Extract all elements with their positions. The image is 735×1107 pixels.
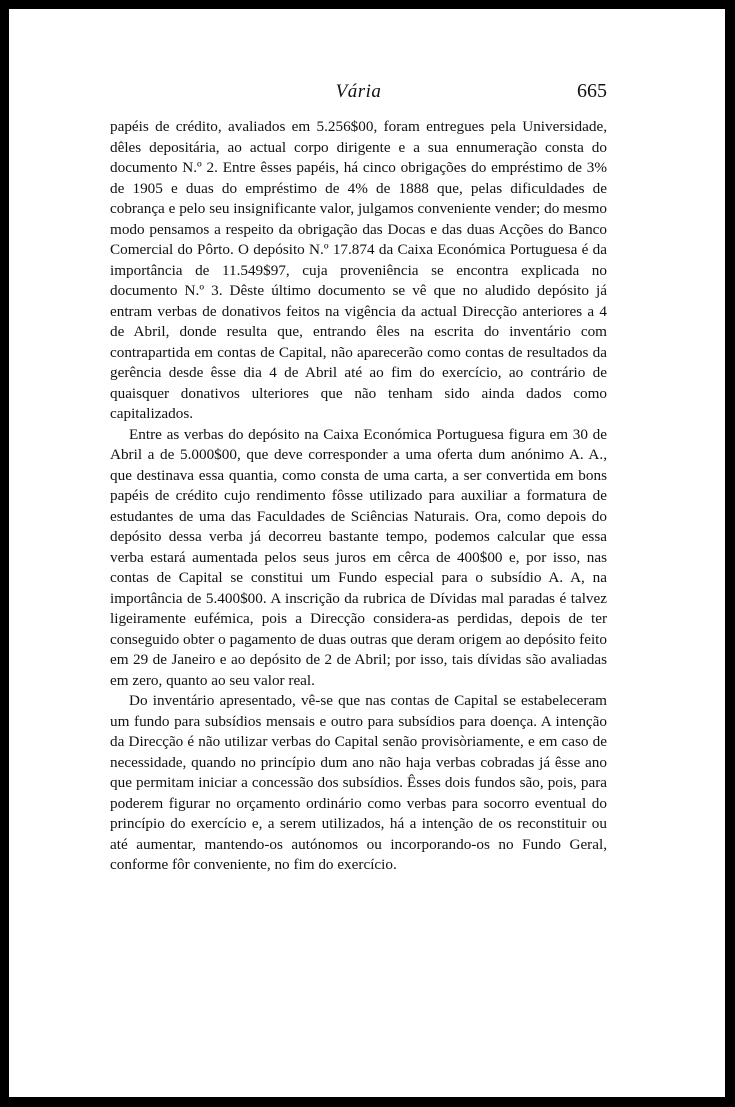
paragraph-2: Entre as verbas do depósito na Caixa Económica Portuguesa figura em 30 de Abril a de 5.000$00, que deve corresponder a uma oferta dum anónimo A. A., que destinava essa quantia, como consta de uma carta, a ser convertida em bons papéis de crédito cujo rendimento fôsse utilizado para auxiliar a formatura de estudantes de uma das Faculdades de Sciências Naturais. Ora, como depois do depósito dessa verba já decorreu bastante tempo, podemos calcular que essa verba estará aumentada pelos seus juros em cêrca de 400$00 e, por isso, nas contas de Capital se constitui um Fundo especial para o subsídio A. A, na importância de 5.400$00. A inscrição da rubrica de Dívidas mal paradas é talvez ligeiramente eufémica, pois a Direcção considera-as perdidas, depois de ter conseguido obter o pagamento de duas outras que deram origem ao depósito feito em 29 de Janeiro e ao depósito de 2 de Abril; por isso, tais dívidas são avaliadas em zero, quanto ao seu valor real. [110,425,607,689]
body-text [110,117,607,876]
book-page [9,9,725,1097]
running-header [110,75,607,109]
section-title: Vária [335,81,382,102]
paragraph-1: papéis de crédito, avaliados em 5.256$00, foram entregues pela Universidade, dêles depositária, ao actual corpo dirigente e a sua ennumeração consta do documento N.º 2. Entre êsses papéis, há cinco obrigações do empréstimo de 3% de 1905 e duas do empréstimo de 4% de 1888 que, pelas dificuldades de cobrança e pelo seu insignificante valor, julgamos conveniente vender; do mesmo modo pensamos a respeito da obrigação das Docas e das duas Acções do Banco Comercial do Pôrto. O depósito N.º 17.874 da Caixa Económica Portuguesa é da importância de 11.549$97, cuja proveniência se encontra explicada no documento N.º 3. Dêste último documento se vê que no aludido depósito já entram verbas de donativos feitos na vigência da actual Direcção anteriores a 4 de Abril, donde resulta que, entrando êles na escrita do inventário com contrapartida em contas de Capital, não aparecerão como contas de resultados da gerência desde êsse dia 4 de Abril até ao fim do exercício, ao contrário de quaisquer donativos ulteriores que não tenham sido ainda dados como capitalizados. [110,118,607,422]
paragraph-3: Do inventário apresentado, vê-se que nas contas de Capital se estabeleceram um fundo para subsídios mensais e outro para subsídios para doença. A intenção da Direcção é não utilizar verbas do Capital senão provisòriamente, e em caso de necessidade, quando no princípio dum ano não haja verbas cobradas já êsse ano que permitam iniciar a concessão dos subsídios. Êsses dois fundos são, pois, para poderem figurar no orçamento ordinário como verbas para socorro eventual do princípio do exercício e, a serem utilizados, há a intenção de os reconstituir ou até aumentar, mantendo-os autónomos ou incorporando-os no Fundo Geral, conforme fôr conveniente, no fim do exercício. [110,692,607,873]
page-number: 665 [577,80,607,102]
